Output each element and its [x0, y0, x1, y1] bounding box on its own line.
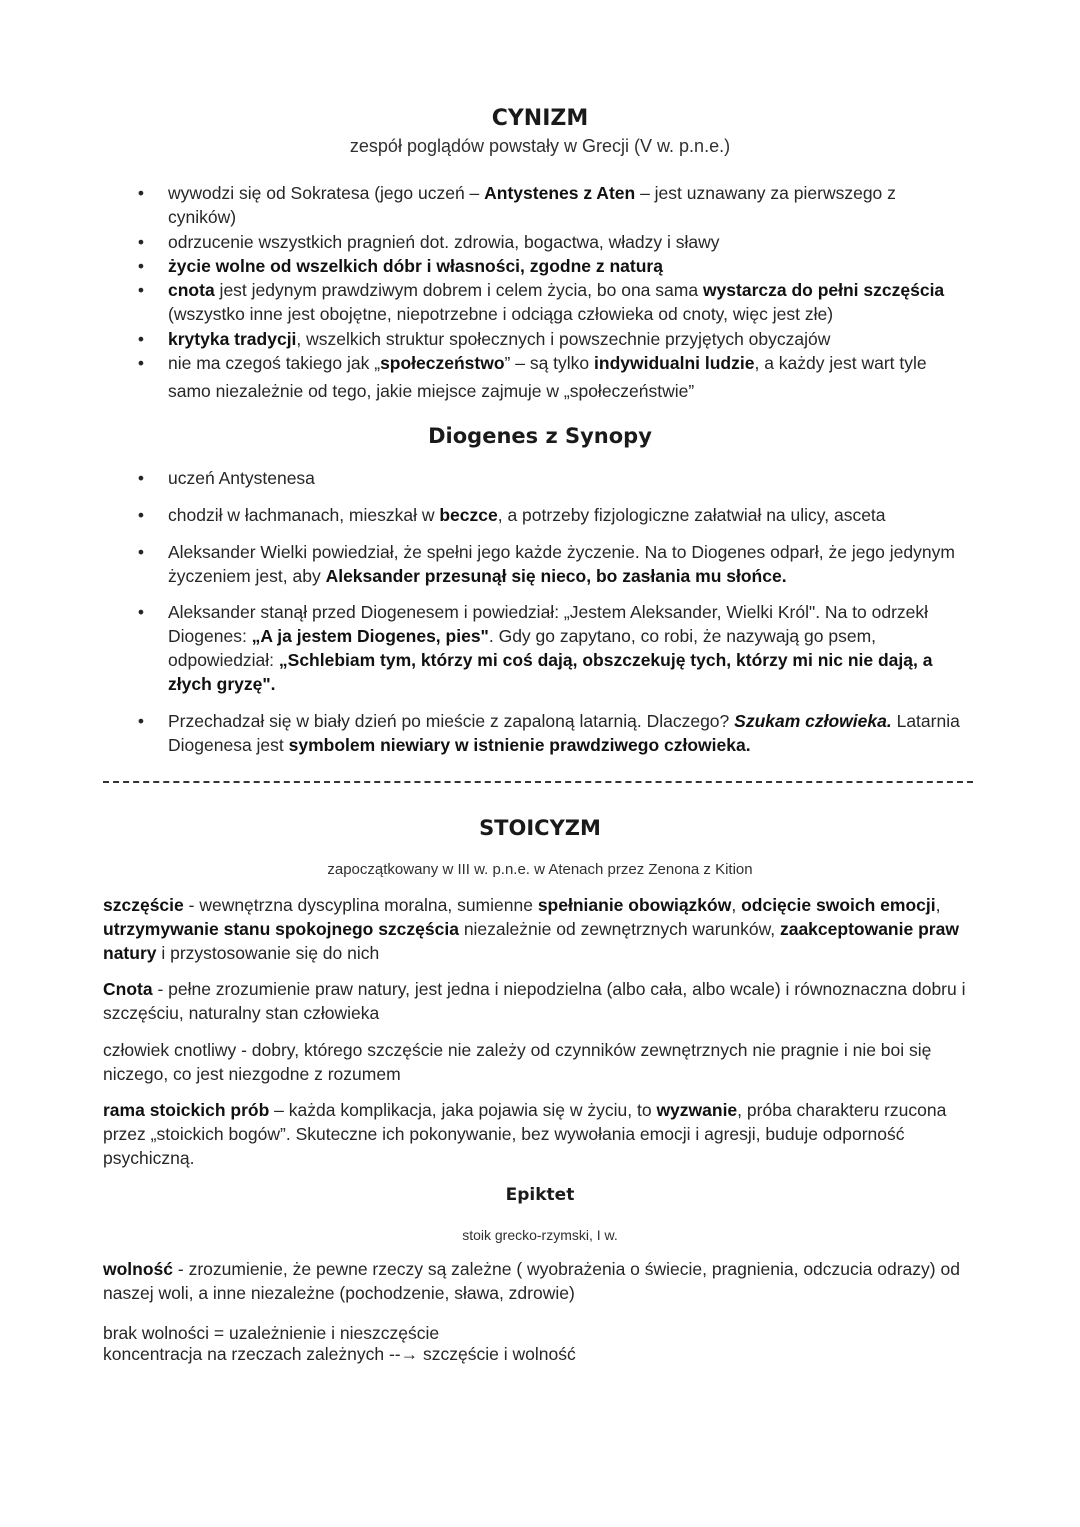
text-run: – jest uznawany za pierwszego z cyników): [168, 183, 896, 227]
section-subtitle-stoicyzm: zapoczątkowany w III w. p.n.e. w Atenach przez Zenona z Kition: [327, 861, 753, 878]
section-title-diogenes: Diogenes z Synopy: [428, 424, 652, 448]
text-run: uczeń Antystenesa: [168, 468, 315, 488]
section-title-cynizm: CYNIZM: [491, 106, 589, 131]
paragraph-cnota: [103, 977, 983, 1025]
bullet-icon: •: [137, 542, 145, 562]
paragraph-czlowiek-cnotliwy: [103, 1038, 983, 1086]
list-item-text: [168, 600, 968, 696]
bold-text-run: rama stoickich prób: [103, 1100, 270, 1120]
text-run: ,: [935, 895, 941, 915]
bullet-icon: •: [137, 256, 145, 276]
bold-text-run: życie wolne od wszelkich dóbr i własności, zgodne z naturą: [168, 256, 663, 276]
paragraph-rama-stoickich-prob: [103, 1098, 983, 1170]
bold-text-run: Szukam człowieka.: [734, 711, 892, 731]
bold-text-run: „A ja jestem Diogenes, pies": [251, 626, 489, 646]
bold-text-run: cnota: [168, 280, 215, 300]
text-run: człowiek cnotliwy - dobry, którego szczęście nie zależy od czynników zewnętrznych nie pragnie i nie boi się niczego, co jest niezgodne z rozumem: [103, 1040, 932, 1084]
bold-text-run: spełnianie obowiązków: [537, 895, 732, 915]
list-item-text: [168, 278, 968, 326]
list-item-text: [168, 709, 968, 757]
list-item-text: [168, 466, 968, 490]
bold-text-run: symbolem niewiary w istnienie prawdziwego człowieka.: [288, 735, 751, 755]
section-title-epiktet: Epiktet: [505, 1185, 575, 1205]
text-run: Aleksander Wielki powiedział, że spełni jego każde życzenie. Na to Diogenes odparł, że jego jedynym życzeniem jest, aby: [168, 542, 955, 586]
bold-text-run: społeczeństwo: [380, 353, 505, 373]
bullet-icon: •: [137, 329, 145, 349]
text-run: wywodzi się od Sokratesa (jego uczeń –: [168, 183, 485, 203]
text-run: - zrozumienie, że pewne rzeczy są zależne ( wyobrażenia o świecie, pragnienia, odczucia odrazy) od naszej woli, a inne niezależne (pochodzenie, sława, zdrowie): [103, 1259, 960, 1303]
bullet-icon: •: [137, 353, 145, 373]
text-line-brak-wolnosci: brak wolności = uzależnienie i nieszczęście: [103, 1323, 440, 1343]
bold-text-run: zaakceptowanie praw natury: [103, 919, 959, 963]
bold-text-run: krytyka tradycji: [168, 329, 297, 349]
bullet-icon: •: [137, 602, 145, 622]
list-item-text: [168, 181, 968, 229]
bold-text-run: szczęście: [103, 895, 184, 915]
text-run: , próba charakteru rzucona przez „stoickich bogów”. Skuteczne ich pokonywanie, bez wywołania emocji i agresji, buduje odporność psychiczną.: [103, 1100, 947, 1168]
text-run: , wszelkich struktur społecznych i powszechnie przyjętych obyczajów: [296, 329, 831, 349]
bullet-icon: •: [137, 280, 145, 300]
text-run: Aleksander stanął przed Diogenesem i powiedział: „Jestem Aleksander, Wielki Król". Na to odrzekł Diogenes:: [168, 602, 929, 646]
bold-text-run: indywidualni ludzie: [594, 353, 755, 373]
bold-text-run: wolność: [103, 1259, 174, 1279]
text-run: , a każdy jest wart tyle samo niezależnie od tego, jakie miejsce zajmuje w „społeczeństwie”: [168, 353, 927, 401]
text-run: odrzucenie wszystkich pragnień dot. zdrowia, bogactwa, władzy i sławy: [168, 232, 720, 252]
text-run: – każda komplikacja, jaka pojawia się w życiu, to: [269, 1100, 657, 1120]
bullet-icon: •: [137, 183, 145, 203]
bold-text-run: Aleksander przesunął się nieco, bo zasłania mu słońce.: [325, 566, 787, 586]
list-item-text: [168, 230, 968, 254]
list-item-text: [168, 254, 968, 278]
text-run: Latarnia Diogenesa jest: [168, 711, 960, 755]
text-run: ” – są tylko: [504, 353, 595, 373]
bullet-icon: •: [137, 232, 145, 252]
text-run: , a potrzeby fizjologiczne załatwiał na ulicy, asceta: [497, 505, 886, 525]
text-run: i przystosowanie się do nich: [156, 943, 380, 963]
section-subtitle-cynizm: zespół poglądów powstały w Grecji (V w. p.n.e.): [349, 136, 731, 156]
dashed-divider: [103, 781, 973, 783]
section-title-stoicyzm: STOICYZM: [479, 816, 601, 840]
list-item-text: [168, 503, 968, 527]
text-line-koncentracja: koncentracja na rzeczach zależnych --→ szczęście i wolność: [103, 1344, 576, 1364]
bold-text-run: Antystenes z Aten: [484, 183, 636, 203]
text-run: - wewnętrzna dyscyplina moralna, sumienne: [183, 895, 538, 915]
text-run: chodził w łachmanach, mieszkał w: [168, 505, 440, 525]
text-run: - pełne zrozumienie praw natury, jest jedna i niepodzielna (albo cała, albo wcale) i równoznaczna dobru i szczęściu, naturalny stan człowieka: [103, 979, 966, 1023]
bold-text-run: odcięcie swoich emocji: [741, 895, 936, 915]
section-subtitle-epiktet: stoik grecko-rzymski, I w.: [462, 1227, 618, 1243]
bold-text-run: wyzwanie: [656, 1100, 738, 1120]
text-run: . Gdy go zapytano, co robi, że nazywają go psem, odpowiedział:: [168, 626, 877, 670]
bullet-icon: •: [137, 468, 145, 488]
paragraph-szczescie: [103, 893, 983, 965]
bold-text-run: „Schlebiam tym, którzy mi coś dają, obszczekuję tych, którzy mi nic nie dają, a złych gryzę".: [168, 650, 933, 694]
list-item-text: [168, 349, 968, 405]
bold-text-run: Cnota: [103, 979, 153, 999]
list-item-text: [168, 540, 968, 588]
bold-text-run: beczce: [439, 505, 498, 525]
bullet-icon: •: [137, 711, 145, 731]
text-run: Przechadzał się w biały dzień po mieście z zapaloną latarnią. Dlaczego?: [168, 711, 735, 731]
text-run: (wszystko inne jest obojętne, niepotrzebne i odciąga człowieka od cnoty, więc jest złe): [168, 304, 834, 324]
paragraph-wolnosc: [103, 1257, 983, 1305]
list-item-text: [168, 327, 968, 351]
bullet-icon: •: [137, 505, 145, 525]
text-run: nie ma czegoś takiego jak „: [168, 353, 381, 373]
bold-text-run: utrzymywanie stanu spokojnego szczęścia: [103, 919, 459, 939]
text-run: jest jedynym prawdziwym dobrem i celem życia, bo ona sama: [214, 280, 703, 300]
bold-text-run: wystarcza do pełni szczęścia: [702, 280, 945, 300]
text-run: niezależnie od zewnętrznych warunków,: [458, 919, 780, 939]
text-run: ,: [731, 895, 742, 915]
